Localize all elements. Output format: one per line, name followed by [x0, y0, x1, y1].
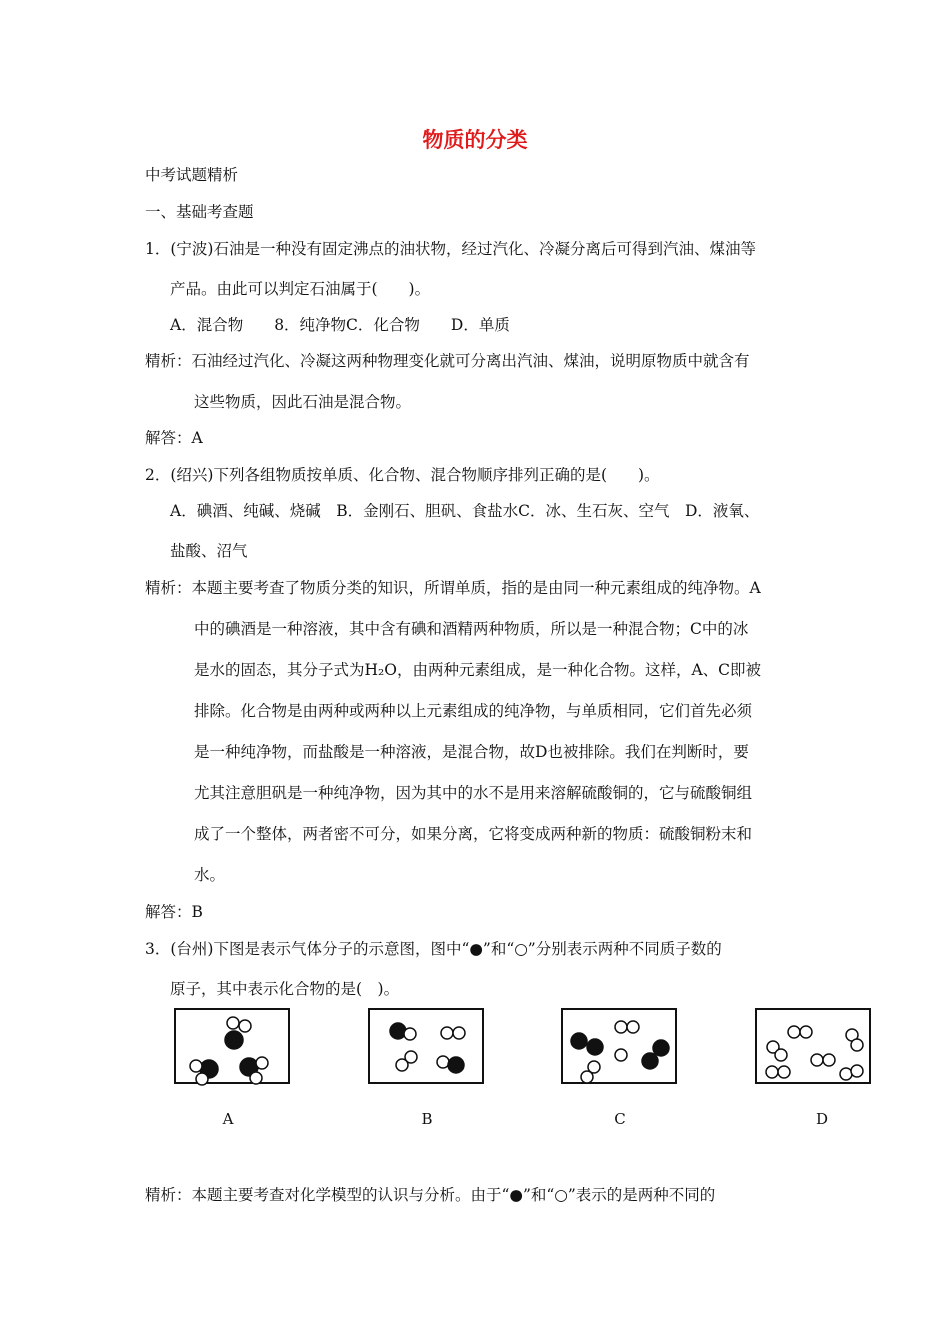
- q1-options: A．混合物 8．纯净物C．化合物 D．单质: [170, 316, 510, 334]
- diagram-b: [368, 1008, 484, 1084]
- diagram-c: [561, 1008, 677, 1084]
- diagram-caption-a: A: [222, 1110, 234, 1128]
- q2-answer: 解答：B: [145, 903, 203, 921]
- diagram-a-molecules: [176, 1010, 292, 1086]
- q1-stem-line2: 产品。由此可以判定石油属于( )。: [170, 280, 431, 298]
- q2-analysis-line: 是一种纯净物，而盐酸是一种溶液，是混合物，故D也被排除。我们在判断时，要: [194, 743, 749, 761]
- diagram-caption-c: C: [614, 1110, 626, 1128]
- diagram-b-molecules: [370, 1010, 486, 1086]
- q2-analysis-line: 排除。化合物是由两种或两种以上元素组成的纯净物，与单质相同，它们首先必须: [194, 702, 753, 720]
- q1-analysis-line2: 这些物质，因此石油是混合物。: [194, 393, 412, 411]
- q2-analysis-line: 成了一个整体，两者密不可分，如果分离，它将变成两种新的物质：硫酸铜粉末和: [194, 825, 753, 843]
- diagram-d: [755, 1008, 871, 1084]
- q3-analysis-line1: 精析：本题主要考查对化学模型的认识与分析。由于“●”和“○”表示的是两种不同的: [145, 1186, 716, 1204]
- q2-stem: 2．(绍兴)下列各组物质按单质、化合物、混合物顺序排列正确的是( )。: [145, 466, 660, 484]
- q1-stem-line1: 1．(宁波)石油是一种没有固定沸点的油状物，经过汽化、冷凝分离后可得到汽油、煤油等: [145, 240, 756, 258]
- q2-options-line1: A．碘酒、纯碱、烧碱 B．金刚石、胆矾、食盐水C．冰、生石灰、空气 D．液氧、: [170, 502, 760, 520]
- q2-analysis-line: 中的碘酒是一种溶液，其中含有碘和酒精两种物质，所以是一种混合物；C中的冰: [194, 620, 749, 638]
- molecule-diagrams: [0, 1008, 950, 1098]
- diagram-c-molecules: [563, 1010, 679, 1086]
- diagram-a: [174, 1008, 290, 1084]
- diagram-caption-d: D: [815, 1110, 829, 1128]
- q2-analysis-line: 精析：本题主要考查了物质分类的知识，所谓单质，指的是由同一种元素组成的纯净物。A: [145, 579, 761, 597]
- q1-analysis-line1: 精析：石油经过汽化、冷凝这两种物理变化就可分离出汽油、煤油，说明原物质中就含有: [145, 352, 750, 370]
- q1-answer: 解答：A: [145, 429, 203, 447]
- q2-analysis-line: 尤其注意胆矾是一种纯净物，因为其中的水不是用来溶解硫酸铜的，它与硫酸铜组: [194, 784, 753, 802]
- section-heading: 中考试题精析: [145, 166, 239, 184]
- q3-stem-line2: 原子，其中表示化合物的是( )。: [170, 980, 400, 998]
- q2-analysis-line: 水。: [194, 866, 226, 884]
- q3-stem-line1: 3．(台州)下图是表示气体分子的示意图，图中“●”和“○”分别表示两种不同质子数的: [145, 940, 722, 958]
- sub-heading: 一、基础考查题: [145, 203, 254, 221]
- q2-options-line2: 盐酸、沼气: [170, 542, 248, 560]
- diagram-caption-b: B: [421, 1110, 433, 1128]
- q2-analysis-line: 是水的固态，其分子式为H₂O，由两种元素组成，是一种化合物。这样，A、C即被: [194, 661, 761, 679]
- diagram-d-molecules: [757, 1010, 873, 1086]
- page-title: 物质的分类: [422, 127, 528, 152]
